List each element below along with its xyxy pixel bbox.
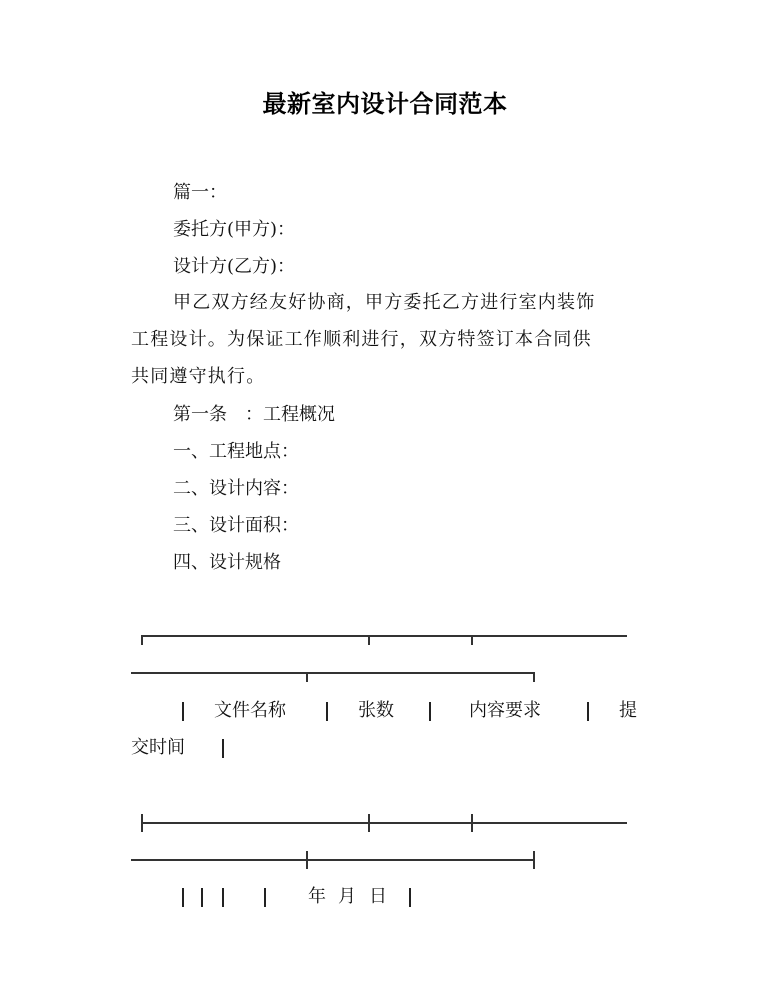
- table-tee-right: [533, 851, 535, 869]
- item-spec: 四、设计规格: [173, 552, 281, 573]
- table-top-rule-wrap: [131, 672, 535, 674]
- date-day-label: 日: [369, 886, 387, 907]
- header-submit-time-part2: 交时间: [131, 737, 185, 758]
- table-cell-divider: [409, 888, 411, 907]
- table-cross: [306, 851, 308, 869]
- table-corner-top-left: [141, 635, 143, 645]
- part-heading: 篇一：: [173, 182, 227, 203]
- table-mid-rule: [141, 822, 627, 824]
- table-tee-top: [306, 672, 308, 682]
- article-1-heading: 第一条 ：工程概况: [173, 404, 335, 425]
- table-tee-top: [368, 635, 370, 645]
- table-tee-top: [471, 635, 473, 645]
- table-cell-divider: [429, 702, 431, 721]
- date-month-label: 月: [338, 886, 356, 907]
- table-cross: [471, 814, 473, 832]
- table-corner-top-right: [533, 672, 535, 682]
- table-cell-divider: [182, 702, 184, 721]
- table-cell-divider: [182, 888, 184, 907]
- table-top-rule: [141, 635, 627, 637]
- table-cell-divider: [326, 702, 328, 721]
- table-cell-divider: [222, 888, 224, 907]
- paragraph-line-1: 甲乙双方经友好协商，甲方委托乙方进行室内装饰: [173, 292, 596, 313]
- document-title: 最新室内设计合同范本: [262, 90, 508, 118]
- date-year-label: 年: [308, 886, 326, 907]
- table-cell-divider: [264, 888, 266, 907]
- table-cell-divider: [201, 888, 203, 907]
- table-mid-rule-wrap: [131, 859, 535, 861]
- table-cross: [368, 814, 370, 832]
- client-line: 委托方(甲方)：: [173, 219, 296, 240]
- item-area: 三、设计面积：: [173, 515, 299, 536]
- paragraph-line-3: 共同遵守执行。: [131, 366, 266, 387]
- paragraph-line-2: 工程设计。为保证工作顺利进行，双方特签订本合同供: [131, 329, 592, 350]
- header-file-name: 文件名称: [214, 700, 286, 721]
- table-tee-left: [141, 814, 143, 832]
- table-cell-divider: [222, 739, 224, 758]
- table-cell-divider: [587, 702, 589, 721]
- item-content: 二、设计内容：: [173, 478, 299, 499]
- header-sheet-count: 张数: [358, 700, 394, 721]
- item-location: 一、工程地点：: [173, 441, 299, 462]
- designer-line: 设计方(乙方)：: [173, 256, 296, 277]
- header-submit-time-part1: 提: [619, 700, 637, 721]
- header-content-requirements: 内容要求: [469, 700, 541, 721]
